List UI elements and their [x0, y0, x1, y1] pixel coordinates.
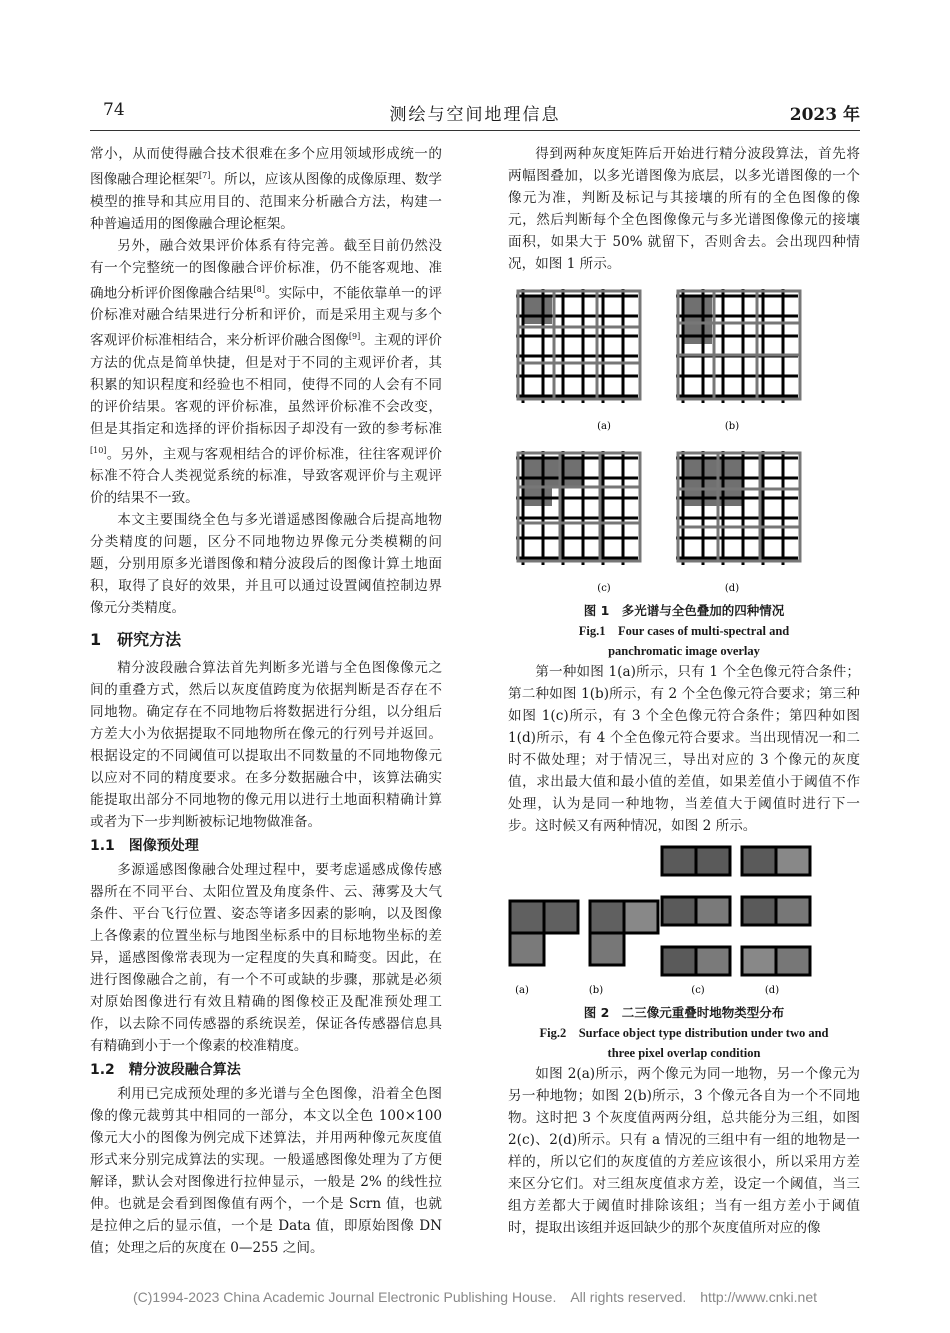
fig2-cell [742, 947, 776, 975]
fig1-label: (b) [724, 421, 740, 432]
paragraph: 利用已完成预处理的多光谱与全色图像，沿着全色图像的像元裁剪其中相同的一部分，本文以全色 100×100 像元大小的图像为例完成下述算法，并用两种像元灰度值形式来分别完成算法的实现。一般遥感图像处理为了方便解译，默认会对图像进行拉伸显示，一般是 2% 的线性拉伸。也就是会看到图像值有两个，一个是 Scrn 值，也就是拉伸之后的显示值，一个是 Data 值，即原始图像 DN 值；处理之后的灰度在 0—255 之间。 [90, 1086, 442, 1257]
fig2-label: (d) [764, 985, 780, 996]
fig2-cell [544, 901, 578, 933]
fig2-label: (b) [588, 985, 604, 996]
figure-1-caption-en-2: panchromatic image overlay [608, 644, 760, 658]
paragraph: 精分波段融合算法首先判断多光谱与全色图像像元之间的重叠方式，然后以灰度值跨度为依据判断是否存在不同地物。确定存在不同地物后将数据进行分组，以分组后方差大小为依据提取不同地物所在像元的行列号并返回。根据设定的不同阈值可以提取出不同数量的不同地物像元以应对不同的精度要求。在多分数据融合中，该算法确实能提取出部分不同地物的像元用以进行土地面积精确计算或者为下一步判断被标记地物做准备。 [90, 660, 442, 831]
copyright-footer: (C)1994-2023 China Academic Journal Electronic Publishing House. All rights reserved. http://www.cnki.net [133, 1289, 817, 1305]
fig2-cell [510, 901, 544, 933]
paragraph: 另外，融合效果评价体系有待完善。截至目前仍然没有一个完整统一的图像融合评价标准，仍不能客观地、准确地分析评价图像融合结果[8]。实际中，不能依靠单一的评价标准对融合结果进行分析和评价，而是采用主观与多个客观评价标准相结合，来分析评价融合图像[9]。主观的评价方法的优点是简单快捷，但是对于不同的主观评价者，其积累的知识程度和经验也不相同，使得不同的人会有不同的评价结果。客观的评价标准，虽然评价标准不会改变，但是其指定和选择的评价指标因子却没有一致的参考标准[10]。另外，主观与客观相结合的评价标准，往往客观评价标准不符合人类视觉系统的标准，导致客观评价与主观评价的结果不一致。 [90, 237, 443, 507]
figure-2-caption-cn: 图 2 二三像元重叠时地物类型分布 [583, 1005, 785, 1020]
subsection-heading: 1.2 精分波段融合算法 [90, 1062, 241, 1079]
fig1-panel-d [676, 451, 800, 565]
left-column [90, 143, 442, 1259]
fig2-cell [662, 847, 696, 875]
fig2-cell [662, 947, 696, 975]
fig2-cell [510, 933, 544, 965]
right-column [508, 143, 860, 1239]
page-number: 74 [103, 100, 125, 120]
fig1-shaded-cell [524, 479, 552, 506]
subsection-heading: 1.1 图像预处理 [90, 838, 199, 855]
figure-2 [508, 841, 860, 999]
fig2-cell [742, 847, 776, 875]
fig2-label: (c) [691, 985, 705, 996]
fig1-panel-b [676, 289, 800, 403]
figure-2-caption-en-2: three pixel overlap condition [607, 1046, 761, 1060]
fig2-cell [624, 901, 658, 933]
fig2-cell [696, 897, 730, 925]
fig1-label: (a) [597, 421, 611, 432]
fig1-shaded-cell [524, 297, 552, 324]
paragraph: 得到两种灰度矩阵后开始进行精分波段算法，首先将两幅图叠加，以多光谱图像为底层，以多光谱图像的一个像元为准，判断及标记与其接壤的所有的全色图像的像元，然后判断每个全色图像像元与多光谱图像像元的接壤面积，如果大于 50% 就留下，否则舍去。会出现四种情况，如图 1 所示。 [508, 146, 860, 272]
figure-1-caption-cn: 图 1 多光谱与全色叠加的四种情况 [583, 603, 785, 618]
fig2-cell [590, 901, 624, 933]
figure-1-caption-en: Fig.1 Four cases of multi-spectral and [578, 624, 790, 638]
paragraph: 多源遥感图像融合处理过程中，要考虑遥感成像传感器所在不同平台、太阳位置及角度条件、云、薄雾及大气条件、平台飞行位置、姿态等诸多因素的影响，以及图像上各像素的位置坐标与地图坐标系中的目标地物坐标的差异，遥感图像常表现为一定程度的失真和畸变。因此，在进行图像融合之前，有一个不可或缺的步骤，那就是必须对原始图像进行有效且精确的图像校正及配准预处理工作，以去除不同传感器的系统误差，保证各传感器信息具有精确到小于一个像素的校准精度。 [90, 862, 442, 1055]
fig1-panel-c [516, 451, 640, 565]
paragraph: 第一种如图 1(a)所示，只有 1 个全色像元符合条件；第二种如图 1(b)所示，有 2 个全色像元符合要求；第三种如图 1(c)所示，有 3 个全色像元符合条件；第四种如图 1(d)所示，有 4 个全色像元符合要求。当出现情况一和二时不做处理；对于情况三，导出对应的 3 个像元的灰度值，求出最大值和最小值的差值，如果差值小于阈值不作处理，认为是同一种地物，当差值大于阈值时进行下一步。这时候又有两种情况，如图 2 所示。 [508, 664, 860, 834]
fig2-cell [776, 847, 810, 875]
fig2-label: (a) [515, 985, 529, 996]
figure-1 [508, 281, 860, 601]
fig2-cell [696, 847, 730, 875]
fig2-cell [696, 947, 730, 975]
year: 2023 年 [789, 105, 860, 125]
fig2-cell [776, 947, 810, 975]
journal-title: 测绘与空间地理信息 [389, 105, 561, 125]
figure-2-caption-en: Fig.2 Surface object type distribution under two and [539, 1026, 829, 1040]
paragraph: 如图 2(a)所示，两个像元为同一地物，另一个像元为另一种地物；如图 2(b)所示，3 个像元各自为一个不同地物。这时把 3 个灰度值两两分组，总共能分为三组，如图 2(c)、2(d)所示。只有 a 情况的三组中有一组的地物是一样的，所以它们的灰度值的方差应该很小，所以采用方差来区分它们。对三组灰度值求方差，设定一个阈值，当三组方差都大于阈值时排除该组；当有一组方差小于阈值时，提取出该组并返回缺少的那个灰度值所对应的像 [508, 1066, 860, 1236]
fig2-cell [742, 897, 776, 925]
section-heading: 1 研究方法 [90, 630, 182, 650]
fig1-label: (d) [724, 583, 740, 594]
fig1-label: (c) [597, 583, 611, 594]
paragraph: 本文主要围绕全色与多光谱遥感图像融合后提高地物分类精度的问题，区分不同地物边界像元分类模糊的问题，分别用原多光谱图像和精分波段后的图像计算土地面积，取得了良好的效果，并且可以通过设置阈值控制边界像元分类精度。 [90, 512, 442, 617]
fig2-cell [662, 897, 696, 925]
paragraph: 常小，从而使得融合技术很难在多个应用领域形成统一的图像融合理论框架[7]。所以，应该从图像的成像原理、数学模型的推导和其应用目的、范围来分析融合方法，构建一种普遍适用的图像融合理论框架。 [90, 146, 443, 232]
header-rule [90, 130, 860, 131]
fig1-panel-a [516, 289, 640, 403]
fig2-cell [590, 933, 624, 965]
fig2-cell [776, 897, 810, 925]
